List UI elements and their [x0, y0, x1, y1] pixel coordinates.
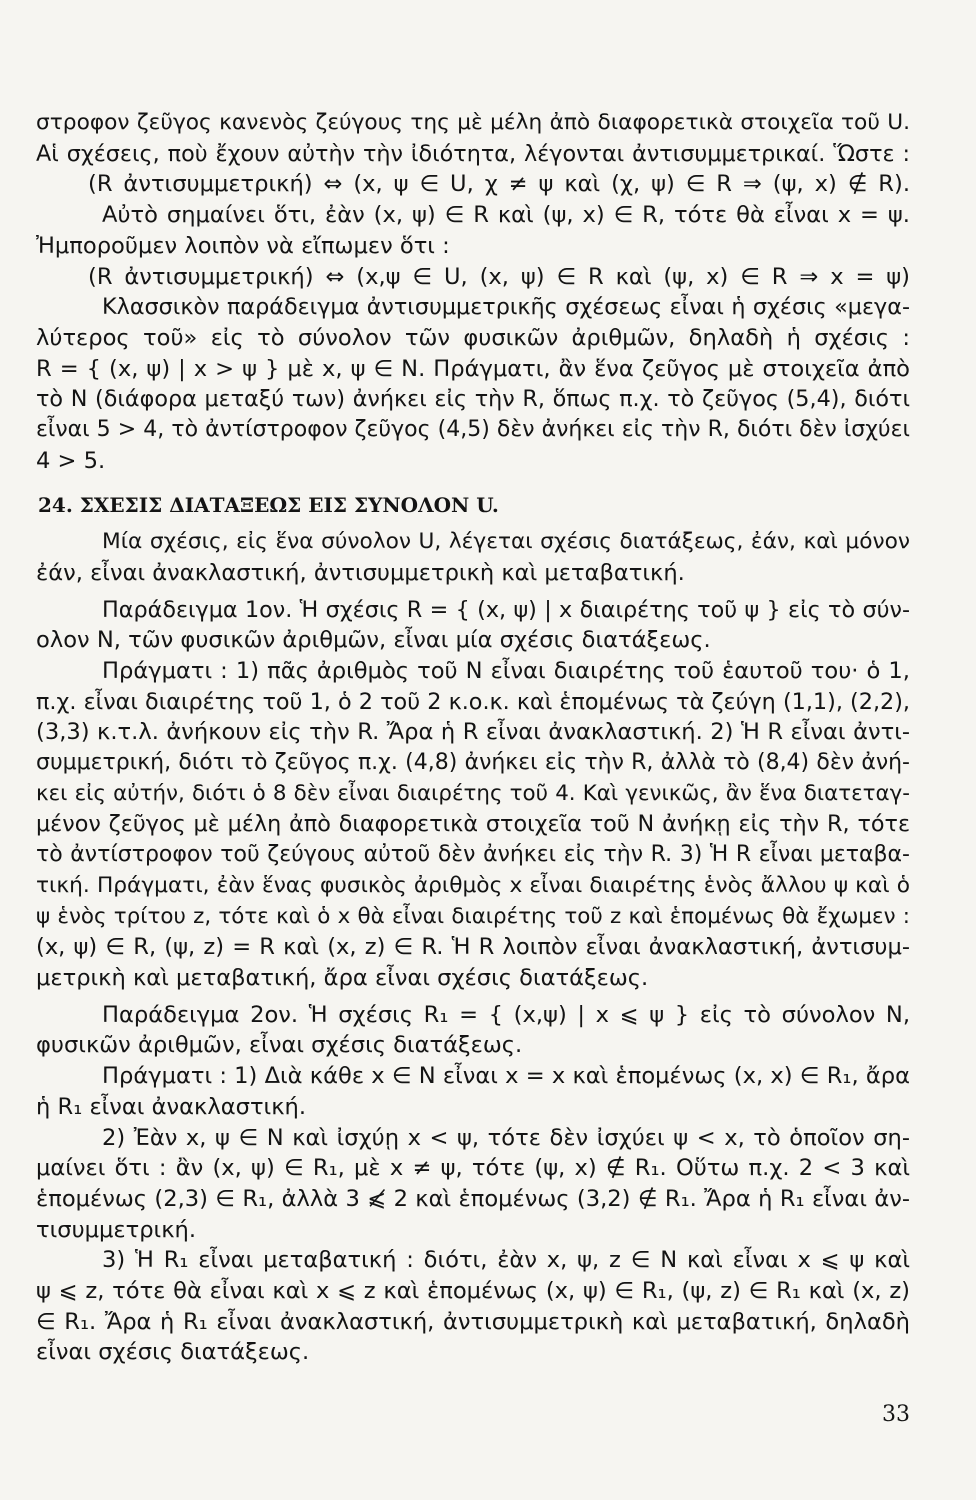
- text-line: συμμετρική, διότι τὸ ζεῦγος π.χ. (4,8) ἀνήκει εἰς τὴν R, ἀλλὰ τὸ (8,4) δὲν ἀνή-: [36, 750, 910, 776]
- text-line: Παράδειγμα 2ον. Ἡ σχέσις R₁ = { (x,ψ) | x ⩽ ψ } εἰς τὸ σύνολον N,: [102, 1001, 910, 1028]
- text-line: λύτερος τοῦ» εἰς τὸ σύνολον τῶν φυσικῶν ἀριθμῶν, δηλαδὴ ἡ σχέσις :: [36, 324, 910, 351]
- text-line: ολον N, τῶν φυσικῶν ἀριθμῶν, εἶναι μία σχέσις διατάξεως.: [36, 627, 711, 654]
- text-line: (x, ψ) ∈ R, (ψ, z) = R καὶ (x, z) ∈ R. Ἡ R λοιπὸν εἶναι ἀνακλαστική, ἀντισυμ-: [36, 934, 910, 961]
- text-line: τὸ ἀντίστροφον τοῦ ζεύγους αὐτοῦ δὲν ἀνήκει εἰς τὴν R. 3) Ἡ R εἶναι μεταβα-: [36, 842, 910, 868]
- body-text: [36, 108, 910, 1368]
- text-line: Ἠμποροῦμεν λοιπὸν νὰ εἴπωμεν ὅτι :: [36, 232, 450, 259]
- text-line: Αὐτὸ σημαίνει ὅτι, ἐὰν (x, ψ) ∈ R καὶ (ψ, x) ∈ R, τότε θὰ εἶναι x = ψ.: [102, 202, 910, 229]
- text-line: μαίνει ὅτι : ἂν (x, ψ) ∈ R₁, μὲ x ≠ ψ, τότε (ψ, x) ∉ R₁. Οὕτω π.χ. 2 < 3 καὶ: [36, 1155, 910, 1182]
- text-line: φυσικῶν ἀριθμῶν, εἶναι σχέσις διατάξεως.: [36, 1032, 523, 1059]
- text-line: τισυμμετρική.: [36, 1216, 197, 1243]
- text-line: 3) Ἡ R₁ εἶναι μεταβατική : διότι, ἐὰν x, ψ, z ∈ N καὶ εἶναι x ⩽ ψ καὶ: [102, 1247, 910, 1274]
- text-line: ἡ R₁ εἶναι ἀνακλαστική.: [36, 1093, 307, 1120]
- text-line: μετρικὴ καὶ μεταβατική, ἄρα εἶναι σχέσις διατάξεως.: [36, 964, 649, 991]
- text-line: Αἱ σχέσεις, ποὺ ἔχουν αὐτὴν τὴν ἰδιότητα, λέγονται ἀντισυμμετρικαί. Ὥστε :: [36, 140, 910, 167]
- text-line: ἑπομένως (2,3) ∈ R₁, ἀλλὰ 3 ⩽̸ 2 καὶ ἑπομένως (3,2) ∉ R₁. Ἄρα ἡ R₁ εἶναι ἀν-: [36, 1185, 910, 1212]
- text-line: (R ἀντισυμμετρική) ⇔ (x,ψ ∈ U, (x, ψ) ∈ R καὶ (ψ, x) ∈ R ⇒ x = ψ): [88, 263, 910, 290]
- text-line: Πράγματι : 1) πᾶς ἀριθμὸς τοῦ N εἶναι διαιρέτης τοῦ ἑαυτοῦ του· ὁ 1,: [102, 657, 910, 684]
- text-line: στροφον ζεῦγος κανενὸς ζεύγους της μὲ μέλη ἀπὸ διαφορετικὰ στοιχεῖα τοῦ U.: [36, 110, 910, 135]
- page-number: 33: [882, 1402, 910, 1427]
- text-line: Μία σχέσις, εἰς ἕνα σύνολον U, λέγεται σχέσις διατάξεως, ἐάν, καὶ μόνον: [102, 529, 910, 555]
- text-line: Παράδειγμα 1ον. Ἡ σχέσις R = { (x, ψ) | x διαιρέτης τοῦ ψ } εἰς τὸ σύν-: [102, 596, 910, 623]
- text-line: ψ ⩽ z, τότε θὰ εἶναι καὶ x ⩽ z καὶ ἑπομένως (x, ψ) ∈ R₁, (ψ, z) ∈ R₁ καὶ (x, z): [36, 1278, 910, 1305]
- text-line: ∈ R₁. Ἄρα ἡ R₁ εἶναι ἀνακλαστική, ἀντισυμμετρικὴ καὶ μεταβατική, δηλαδὴ: [36, 1308, 910, 1335]
- section-heading: 24. ΣΧΕΣΙΣ ΔΙΑΤΑΞΕΩΣ ΕΙΣ ΣΥΝΟΛΟΝ U.: [38, 493, 499, 518]
- text-line: 4 > 5.: [36, 447, 106, 474]
- text-line: (3,3) κ.τ.λ. ἀνήκουν εἰς τὴν R. Ἄρα ἡ R εἶναι ἀνακλαστική. 2) Ἡ R εἶναι ἀντι-: [36, 719, 910, 746]
- text-line: R = { (x, ψ) | x > ψ } μὲ x, ψ ∈ N. Πράγματι, ἂν ἕνα ζεῦγος μὲ στοιχεῖα ἀπὸ: [36, 355, 910, 382]
- text-line: (R ἀντισυμμετρική) ⇔ (x, ψ ∈ U, χ ≠ ψ καὶ (χ, ψ) ∈ R ⇒ (ψ, x) ∉ R).: [88, 171, 910, 198]
- text-line: π.χ. εἶναι διαιρέτης τοῦ 1, ὁ 2 τοῦ 2 κ.ο.κ. καὶ ἑπομένως τὰ ζεύγη (1,1), (2,2),: [36, 688, 910, 715]
- text-line: εἶναι 5 > 4, τὸ ἀντίστροφον ζεῦγος (4,5) δὲν ἀνήκει εἰς τὴν R, διότι δὲν ἰσχύει: [36, 417, 910, 443]
- text-line: τὸ N (διάφορα μεταξύ των) ἀνήκει εἰς τὴν R, ὅπως π.χ. τὸ ζεῦγος (5,4), διότι: [36, 386, 910, 413]
- text-line: Κλασσικὸν παράδειγμα ἀντισυμμετρικῆς σχέσεως εἶναι ἡ σχέσις «μεγα-: [102, 294, 910, 321]
- text-line: κει εἰς αὐτήν, διότι ὁ 8 δὲν εἶναι διαιρέτης τοῦ 4. Καὶ γενικῶς, ἂν ἕνα διατεταγ-: [36, 780, 910, 806]
- text-line: ψ ἑνὸς τρίτου z, τότε καὶ ὁ x θὰ εἶναι διαιρέτης τοῦ z καὶ ἑπομένως θὰ ἔχωμεν :: [36, 903, 910, 929]
- text-line: ἐάν, εἶναι ἀνακλαστική, ἀντισυμμετρικὴ καὶ μεταβατική.: [36, 559, 685, 586]
- text-line: τική. Πράγματι, ἐὰν ἕνας φυσικὸς ἀριθμὸς x εἶναι διαιρέτης ἑνὸς ἄλλου ψ καὶ ὁ: [36, 872, 910, 898]
- text-line: Πράγματι : 1) Διὰ κάθε x ∈ N εἶναι x = x καὶ ἑπομένως (x, x) ∈ R₁, ἄρα: [102, 1063, 910, 1090]
- text-line: εἶναι σχέσις διατάξεως.: [36, 1339, 310, 1366]
- text-line: μένον ζεῦγος μὲ μέλη ἀπὸ διαφορετικὰ στοιχεῖα τοῦ N ἀνήκῃ εἰς τὴν R, τότε: [36, 811, 910, 838]
- text-line: 2) Ἐὰν x, ψ ∈ N καὶ ἰσχύῃ x < ψ, τότε δὲν ἰσχύει ψ < x, τὸ ὁποῖον ση-: [102, 1124, 910, 1151]
